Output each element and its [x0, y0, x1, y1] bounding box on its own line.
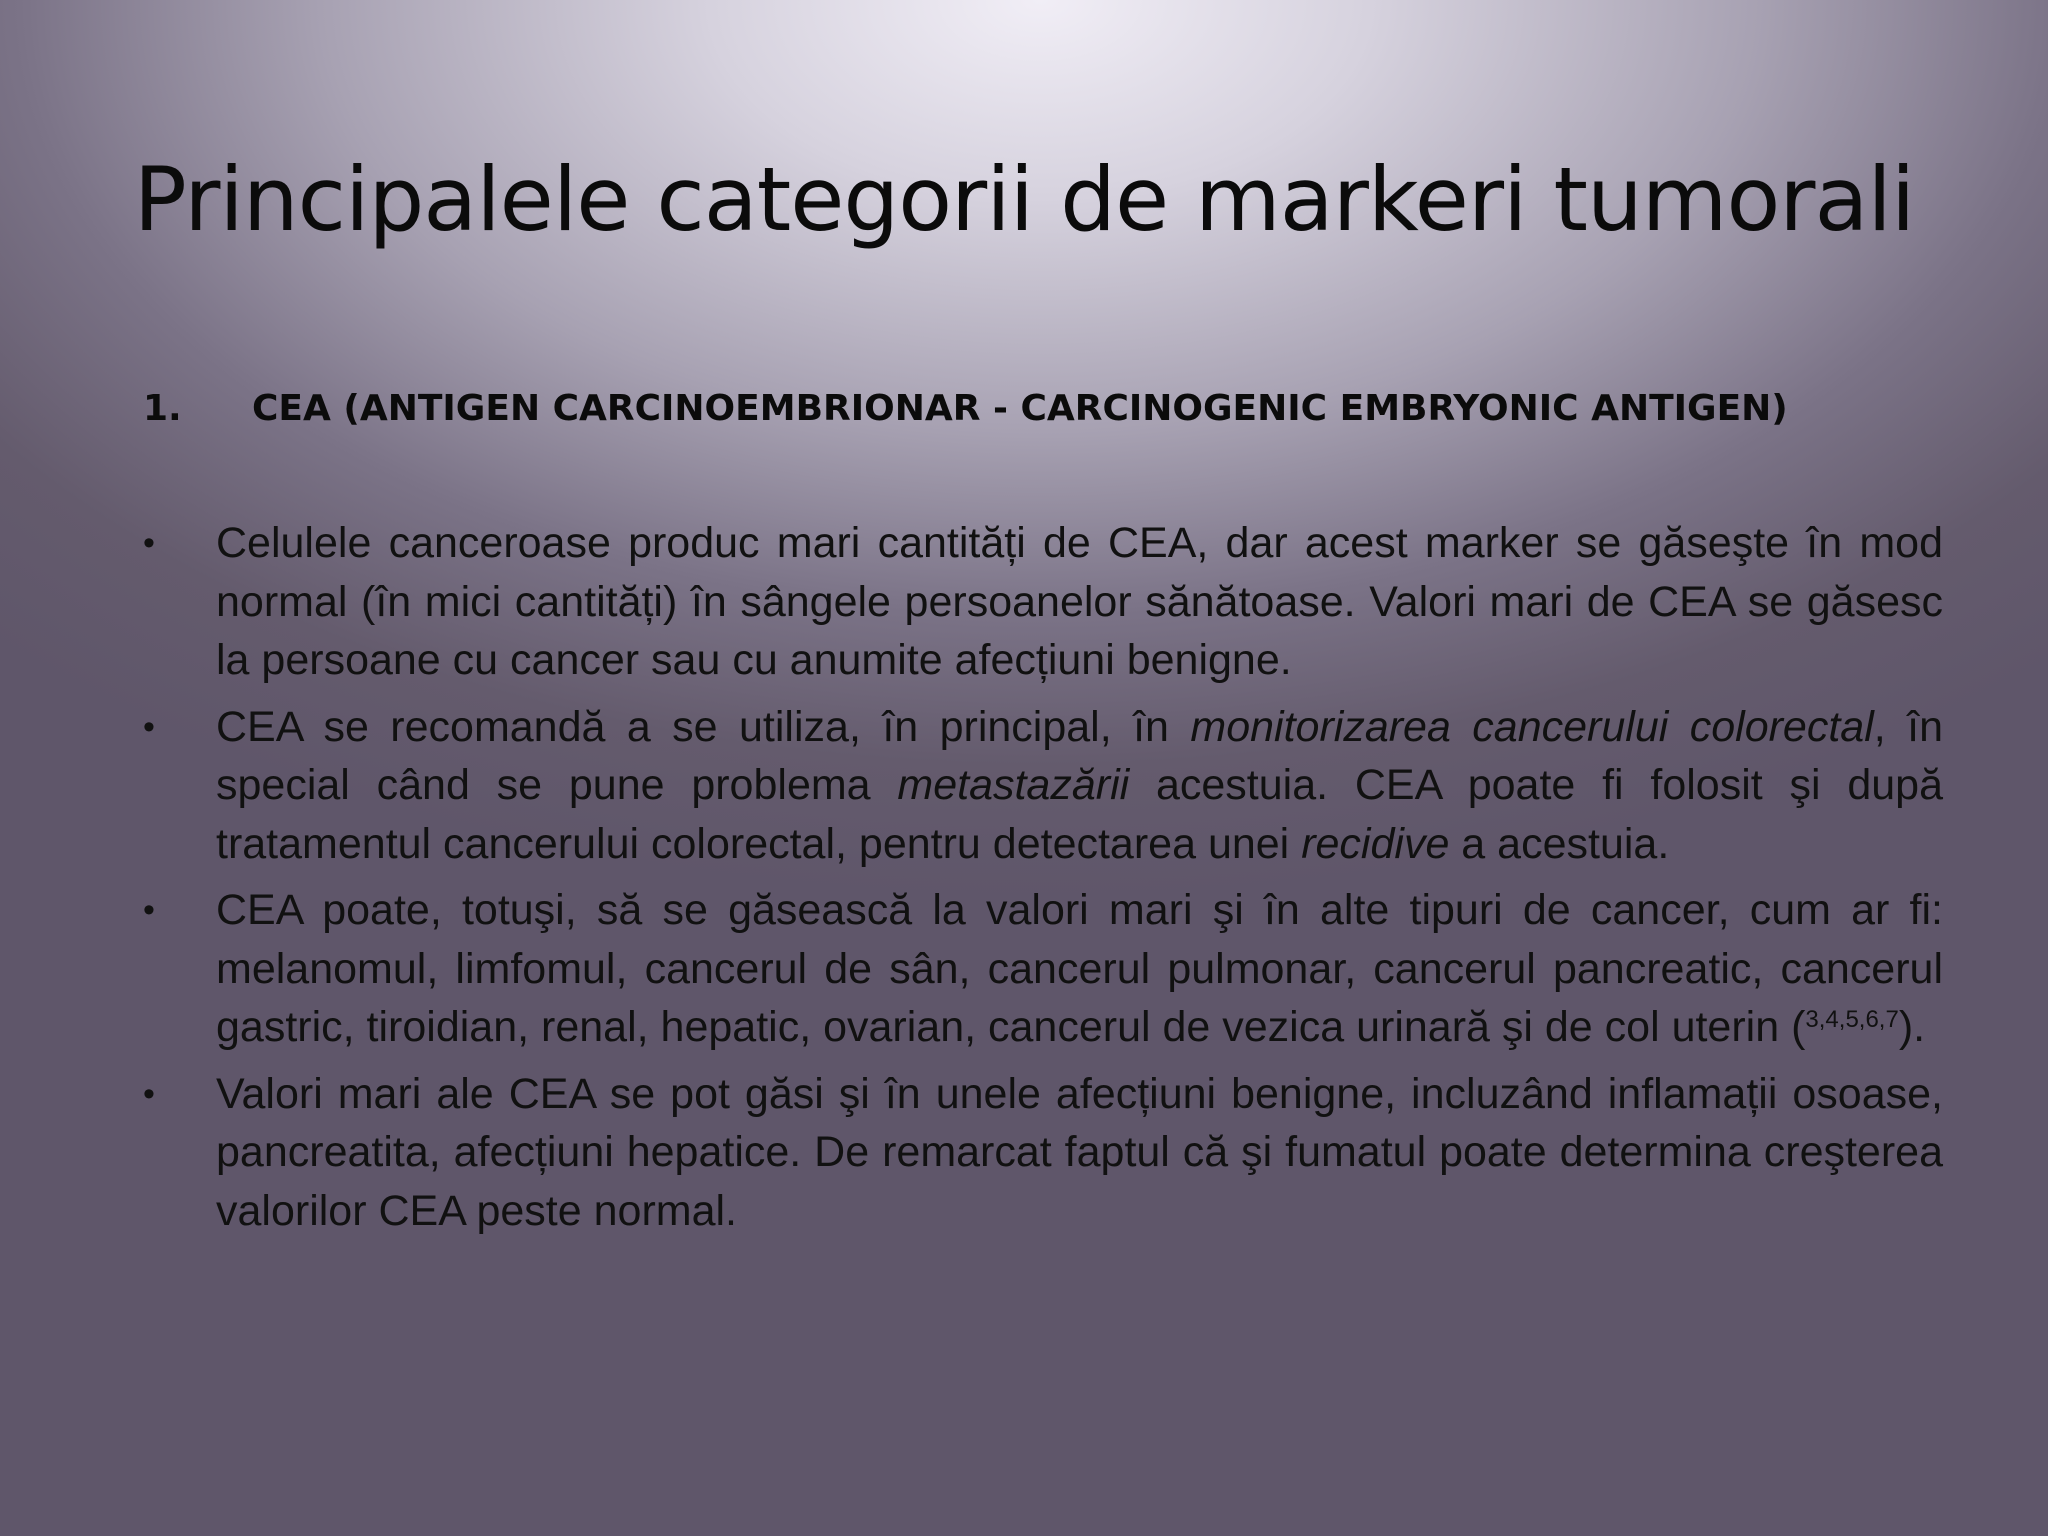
- bullet-item: [143, 698, 1943, 874]
- bullet-emphasis: metastazării: [897, 761, 1130, 809]
- bullet-text: ).: [1898, 1003, 1926, 1051]
- bullet-text: CEA poate, totuşi, să se găsească la valori mari şi în alte tipuri de cancer, cum ar fi: melanomul, limfomul, cancerul de sân, cancerul pulmonar, cancerul pancreatic, cancerul gastric, tiroidian, renal, hepatic, ovarian, cancerul de vezica urinară şi de col uterin (: [216, 886, 1943, 1051]
- bullet-emphasis: recidive: [1301, 819, 1450, 868]
- bullet-text: a acestuia.: [1449, 819, 1670, 868]
- bullet-text: Celulele canceroase produc mari cantități de CEA, dar acest marker se găseşte în mod normal (în mici cantități) în sângele persoanelor sănătoase. Valori mari de CEA se găsesc la persoane cu cancer sau cu anumite afecțiuni benigne.: [216, 519, 1943, 684]
- bullet-icon: •: [143, 1074, 155, 1113]
- heading-number: 1.: [143, 388, 182, 429]
- bullet-text: acestuia. CEA poate fi folosit şi după tratamentul cancerului colorectal, pentru detectarea unei: [216, 761, 1944, 868]
- bullet-text: , în special când se pune problema: [216, 702, 1943, 809]
- bullet-icon: •: [143, 707, 155, 746]
- section-heading: [143, 384, 1963, 434]
- bullet-list: [143, 514, 1943, 1248]
- bullet-item: [143, 881, 1943, 1057]
- slide-title: Principalele categorii de markeri tumorali: [133, 148, 1915, 251]
- bullet-item: [143, 514, 1943, 690]
- bullet-text: CEA se recomandă a se utiliza, în principal, în: [216, 702, 1191, 751]
- bullet-text: Valori mari ale CEA se pot găsi şi în unele afecțiuni benigne, incluzând inflamații osoase, pancreatita, afecțiuni hepatice. De remarcat faptul că şi fumatul poate determina creşterea valorilor CEA peste normal.: [216, 1069, 1943, 1235]
- bullet-item: [143, 1065, 1943, 1241]
- bullet-icon: •: [143, 891, 155, 929]
- citation-superscript: 3,4,5,6,7: [1805, 1006, 1899, 1033]
- bullet-icon: •: [143, 524, 155, 562]
- heading-text: CEA (ANTIGEN CARCINOEMBRIONAR - CARCINOGENIC EMBRYONIC ANTIGEN): [252, 388, 1788, 429]
- bullet-emphasis: monitorizarea cancerului colorectal: [1190, 702, 1874, 751]
